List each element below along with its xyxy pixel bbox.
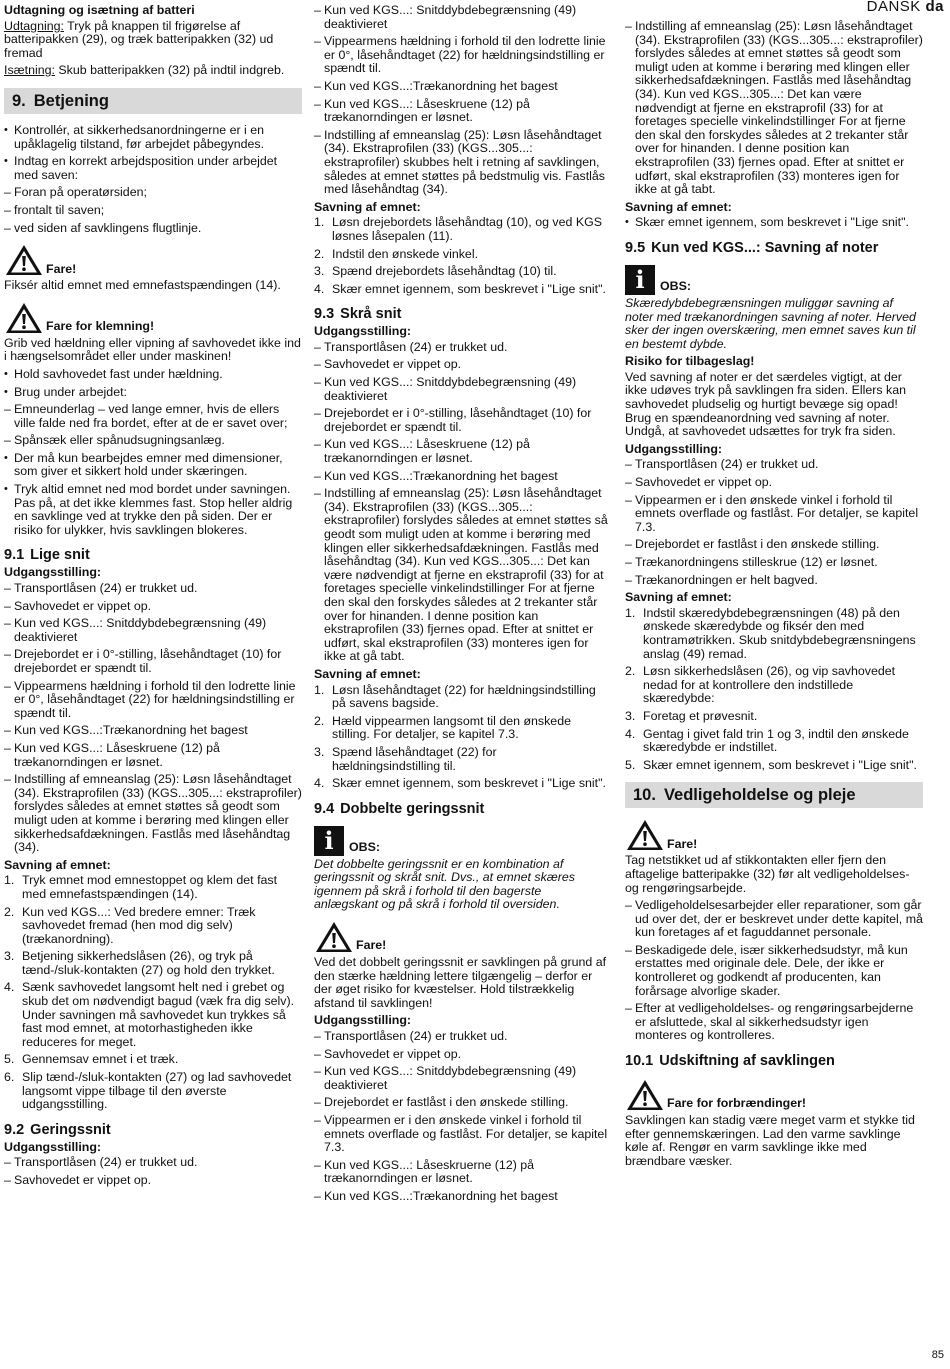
warning-icon bbox=[314, 920, 354, 954]
list-item: 1. Løsn låsehåndtaget (22) for hældningsindstilling på savens bagside. bbox=[314, 682, 596, 711]
warning-label: Fare for klemning! bbox=[46, 319, 155, 334]
use-list bbox=[4, 403, 302, 448]
battery-heading: Udtagning og isætning af batteri bbox=[4, 3, 195, 17]
battery-insert-para bbox=[4, 64, 302, 78]
column-2 bbox=[314, 4, 608, 1208]
list-item: 6. Slip tænd-/sluk-kontakten (27) og lad savhovedet langsomt vippe tilbage til den øverste udgangsstilling. bbox=[4, 1070, 292, 1112]
list-item: – Indstilling af emneanslag (25): Løsn låsehåndtaget (34). Ekstraprofilen (33) (KGS...305...: ekstraprofiler) forslydes således at emnet støttes så geodt som muligt uden at komme i berøring med klingen eller sikkerhedsafdækningen. Fastlås med låsehåndtag (34). Kun ved KGS...305...: Det kan være nødvendigt at fjerne en ekstraprofil (33) for at foretages specielle vinkelindstillinger For at fjerne den skal den forskydes således at 2 trekanter står over for hinanden. I denne position kan ekstraprofilen (33) fjernes opad. Efter at snittet er udført, skal ekstraprofilen (33) monteres igen for ikke at gå tabt. bbox=[314, 487, 608, 664]
start-label: Udgangsstilling: bbox=[4, 565, 102, 580]
list-item: • Tryk altid emnet ned mod bordet under savningen. Pas på, at det ikke klemmes fast. Stop heller aldrig en savklinge ved at trykke den på siden. Der er risiko for ulykker, hvis savklingen blokeres. bbox=[4, 483, 302, 537]
list-item: – Kun ved KGS...: Låseskruene (12) på trækanorndingen er løsnet. bbox=[4, 742, 302, 769]
list-item: – Savhovedet er vippet op. bbox=[4, 1174, 302, 1188]
language-code: da bbox=[925, 0, 944, 15]
s95-saw-list bbox=[625, 607, 923, 773]
obs-text: Det dobbelte geringssnit er en kombination af geringssnit og skråt snit. Dvs., at emnet skæres igennem på skrå i forhold til den bagerste anlægskant og på skrå i forhold til oversiden. bbox=[314, 856, 575, 912]
maintenance-list bbox=[625, 899, 923, 1043]
list-item: – Transportlåsen (24) er trukket ud. bbox=[314, 1030, 608, 1044]
obs-text: Skæredybdebegrænsningen muliggør savning af noter med trækanordningen savning af noter. Herved sker der ingen overskæring, men emnet saves kun til en bestemt dybde. bbox=[625, 295, 916, 351]
warning-4 bbox=[625, 818, 923, 852]
s95-start-list bbox=[625, 458, 923, 587]
saw-label: Savning af emnet: bbox=[314, 199, 421, 214]
list-item: – Kun ved KGS...: Snitddybdebegrænsning (49) deaktivieret bbox=[4, 617, 302, 644]
s94-saw-list bbox=[625, 216, 923, 230]
list-item: – Vedligeholdelsesarbejder eller reparationer, som går ud over det, der er beskrevet under dette kapitel, må kun foretages af et faguddannet personale. bbox=[625, 899, 923, 940]
list-item: – Savhovedet er vippet op. bbox=[4, 600, 302, 614]
warning-icon bbox=[4, 243, 44, 277]
s91-saw-list bbox=[4, 874, 302, 1112]
list-item: – Vippearmens hældning i forhold til den lodrette linie er 0°, låsehåndtaget (22) for hældningsindstilling er spændt til. bbox=[4, 680, 302, 721]
list-item: – Kun ved KGS...: Låseskruerne (12) på trækanorndingen er løsnet. bbox=[314, 1159, 608, 1186]
section-10-1-heading: 10.1 Udskiftning af savklingen bbox=[625, 1053, 835, 1070]
bullets-1 bbox=[4, 124, 302, 182]
language-label bbox=[867, 0, 944, 14]
list-item: – Kun ved KGS...: Låseskruene (12) på trækanorndingen er løsnet. bbox=[314, 438, 608, 465]
s92-start-list bbox=[4, 1156, 302, 1187]
warning-label: Fare! bbox=[46, 261, 77, 276]
obs-note-1 bbox=[314, 826, 608, 856]
list-item: • Hold savhovedet fast under hældning. bbox=[4, 368, 302, 382]
bullets-2 bbox=[4, 368, 302, 399]
list-item: – Vippearmen er i den ønskede vinkel i forhold til emnets overflade og fastlåst. For detaljer, se kapitel 7.3. bbox=[625, 494, 923, 535]
list-item: – Transportlåsen (24) er trukket ud. bbox=[4, 582, 302, 596]
warning-text: Fiksér altid emnet med emnefastspændingen (14). bbox=[4, 278, 281, 293]
s92-start-cont bbox=[314, 4, 608, 197]
list-item: – Savhovedet er vippet op. bbox=[314, 1048, 608, 1062]
list-item: – Indstilling af emneanslag (25): Løsn låsehåndtaget (34). Ekstraprofilen (33) (KGS...305...: ekstraprofiler) forslydes således at emnet støttes så geodt som muligt uden at komme i berøring med klingen eller sikkerhedsafdækningen. Fastlås med låsehåndtag (34). bbox=[4, 773, 302, 855]
list-item: – Spånsæk eller spånudsugningsanlæg. bbox=[4, 434, 302, 448]
info-icon: i bbox=[314, 826, 344, 856]
list-item: 4. Gentag i givet fald trin 1 og 3, indtil den ønskede skæredybde er indstillet. bbox=[625, 726, 909, 755]
list-item: – Kun ved KGS...: Snitddybdebegrænsning (49) deaktivieret bbox=[314, 4, 608, 31]
list-item: 5. Skær emnet igennem, som beskrevet i "Lige snit". bbox=[625, 757, 917, 772]
list-item: – Transportlåsen (24) er trukket ud. bbox=[625, 458, 923, 472]
insert-label: Isætning: bbox=[4, 63, 55, 78]
section-9-3-heading: 9.3 Skrå snit bbox=[314, 306, 402, 323]
section-9-2-heading: 9.2 Geringssnit bbox=[4, 1121, 111, 1138]
language-name: DANSK bbox=[866, 0, 921, 15]
warning-text: Ved det dobbelt geringssnit er savklingen på grund af den stærke hældning lettere tilgængelig – derfor er der øget risiko for kvæstelser. Hold tilstrækkelig afstand til savklingen! bbox=[314, 955, 607, 1010]
list-item: – Savhovedet er vippet op. bbox=[314, 358, 608, 372]
kickback-text: Ved savning af noter er det særdeles vigtigt, at der ikke udøves tryk på savklingen fra siden. Ellers kan savhovedet pludselig og hurtigt bevæge sig opad! Brug en spændeanordning ved savning af noter. Undgå, at savhovedet udsættes for tryk fra siden. bbox=[625, 369, 906, 439]
warning-label: Fare for forbrændinger! bbox=[667, 1096, 807, 1111]
list-item: 2. Indstil den ønskede vinkel. bbox=[314, 246, 479, 261]
list-item: 1. Tryk emnet mod emnestoppet og klem det fast med emnefastspændingen (14). bbox=[4, 873, 278, 901]
section-10-heading: 10. Vedligeholdelse og pleje bbox=[625, 782, 923, 808]
remove-label: Udtagning: bbox=[4, 18, 64, 33]
list-item: – Drejebordet er fastlåst i den ønskede stilling. bbox=[625, 538, 923, 552]
list-item: • Brug under arbejdet: bbox=[4, 386, 302, 400]
start-label: Udgangsstilling: bbox=[314, 324, 412, 339]
list-item: – Kun ved KGS...: Snitddybdebegrænsning (49) deaktivieret bbox=[314, 1065, 608, 1092]
list-item: – Indstilling af emneanslag (25): Løsn låsehåndtaget (34). Ekstraprofilen (33) (KGS...305...: ekstraprofiler) forslydes således at emnet støttes så geodt som muligt uden at komme i berøring med klingen eller sikkerhedsafdækningen. Fastlås med låsehåndtag (34). Kun ved KGS...305...: Det kan være nødvendigt at fjerne en ekstraprofil (33) for at foretages specielle vinkelindstillinger For at fjerne den skal den forskydes således at 2 trekanter står over for hinanden. I denne position kan ekstraprofilen (33) fjernes opad. Efter at snittet er udført, skal ekstraprofilen (33) monteres igen for ikke at gå tabt. bbox=[625, 20, 923, 197]
section-9-4-heading: 9.4 Dobbelte geringssnit bbox=[314, 800, 485, 817]
warning-label: Fare! bbox=[667, 836, 698, 851]
warning-1 bbox=[4, 243, 302, 277]
warning-icon bbox=[4, 301, 44, 335]
start-label: Udgangsstilling: bbox=[4, 1139, 102, 1154]
warning-text: Savklingen kan stadig være meget varm et stykke tid efter gennemskæringen. Lad den varme savklinge køle af. Rengør en varm savklinge ikke med brændbare væsker. bbox=[625, 1113, 915, 1168]
list-item: 2. Løsn sikkerhedslåsen (26), og vip savhovedet nedad for at kontrollere den indstillede skæredybde: bbox=[625, 664, 896, 706]
bullets-3 bbox=[4, 452, 302, 538]
list-item: 3. Spænd låsehåndtaget (22) for hældningsindstilling til. bbox=[314, 744, 497, 773]
list-item: – Efter at vedligeholdelses- og rengøringsarbejderne er afsluttede, skal al sikkerhedsudstyr igen monteres og kontrolleres. bbox=[625, 1002, 923, 1043]
remove-text: Tryk på knappen til frigørelse af batteripakken (29), og træk batteripakken (32) ud fremad bbox=[4, 18, 274, 60]
warning-5 bbox=[625, 1078, 923, 1112]
obs-note-2 bbox=[625, 265, 923, 295]
s94-start-cont bbox=[625, 20, 923, 197]
warning-2 bbox=[4, 301, 302, 335]
list-item: – Trækanordningen er helt bagved. bbox=[625, 574, 923, 588]
list-item: 4. Sænk savhovedet langsomt helt ned i grebet og skub det om nødvendigt bagud (væk fra dig selv). Under savningen må savhovedet kun trykkes så fast mod emnet, at motorhastigheden ikke reduceres for meget. bbox=[4, 980, 295, 1049]
s93-start-list bbox=[314, 341, 608, 664]
list-item: – Kun ved KGS...:Trækanordning het bagest bbox=[314, 1190, 608, 1204]
saw-label: Savning af emnet: bbox=[625, 199, 732, 214]
start-label: Udgangsstilling: bbox=[314, 1013, 412, 1028]
list-item: 3. Betjening sikkerhedslåsen (26), og tryk på tænd-/sluk-kontakten (27) og hold den trykket. bbox=[4, 949, 275, 977]
obs-label: OBS: bbox=[660, 279, 691, 294]
s94-start-list bbox=[314, 1030, 608, 1204]
list-item: – Kun ved KGS...:Trækanordning het bagest bbox=[314, 80, 608, 94]
start-label: Udgangsstilling: bbox=[625, 441, 723, 456]
list-item: – Drejebordet er i 0°-stilling, låsehåndtaget (10) for drejebordet er spændt til. bbox=[314, 407, 608, 434]
battery-remove-para bbox=[4, 20, 302, 61]
section-9-1-heading: 9.1 Lige snit bbox=[4, 547, 90, 564]
list-item: – Transportlåsen (24) er trukket ud. bbox=[4, 1156, 302, 1170]
warning-icon bbox=[625, 1078, 665, 1112]
list-item: 4. Skær emnet igennem, som beskrevet i "Lige snit". bbox=[314, 281, 606, 296]
obs-label: OBS: bbox=[349, 840, 380, 855]
list-item: 1. Løsn drejebordets låsehåndtag (10), og ved KGS løsnes låsepalen (11). bbox=[314, 215, 603, 243]
warning-text: Tag netstikket ud af stikkontakten eller fjern den aftagelige batteripakke (32) før alt vedligeholdelses- og rengøringsarbejde. bbox=[625, 853, 910, 895]
list-item: – Savhovedet er vippet op. bbox=[625, 476, 923, 490]
list-item: – Beskadigede dele, især sikkerhedsudstyr, må kun erstattes med originale dele. Dele, der ikke er kontrolleret og godkendt af producenten, kan forårsage alvorlige skader. bbox=[625, 944, 923, 998]
list-item: 3. Foretag et prøvesnit. bbox=[625, 708, 758, 723]
kickback-label: Risiko for tilbageslag! bbox=[625, 354, 755, 369]
saw-label: Savning af emnet: bbox=[314, 666, 421, 681]
list-item: 4. Skær emnet igennem, som beskrevet i "Lige snit". bbox=[314, 776, 606, 791]
list-item: – Emneunderlag – ved lange emner, hvis de ellers ville falde ned fra bordet, efter at de er savet over; bbox=[4, 403, 302, 430]
insert-text: Skub batteripakken (32) på indtil indgreb. bbox=[54, 63, 285, 78]
s93-saw-list bbox=[314, 684, 608, 791]
list-item: – frontalt til saven; bbox=[4, 204, 302, 218]
positions-list bbox=[4, 186, 302, 235]
warning-icon bbox=[625, 818, 665, 852]
page-number: 85 bbox=[931, 1349, 944, 1361]
info-icon: i bbox=[625, 265, 655, 295]
saw-label: Savning af emnet: bbox=[625, 590, 732, 605]
list-item: • Indtag en korrekt arbejdsposition under arbejdet med saven: bbox=[4, 155, 302, 182]
list-item: – Kun ved KGS...:Trækanordning het bagest bbox=[4, 724, 302, 738]
list-item: • Kontrollér, at sikkerhedsanordningerne er i en upåklagelig tilstand, før arbejdet påbegyndes. bbox=[4, 124, 302, 151]
list-item: – Drejebordet er i 0°-stilling, låsehåndtaget (10) for drejebordet er spændt til. bbox=[4, 648, 302, 675]
s92-saw-list bbox=[314, 216, 608, 296]
warning-text: Grib ved hældning eller vipning af savhovedet ikke ind i hængselsområdet eller under maskinen! bbox=[4, 335, 301, 364]
list-item: – ved siden af savklingens flugtlinje. bbox=[4, 222, 302, 236]
section-9-5-heading: 9.5 Kun ved KGS...: Savning af noter bbox=[625, 239, 879, 256]
section-9-heading: 9. Betjening bbox=[4, 88, 302, 114]
list-item: • Der må kun bearbejdes emner med dimensioner, som giver et sikkert hold under skæringen. bbox=[4, 452, 302, 479]
column-1 bbox=[4, 4, 302, 1192]
s91-start-list bbox=[4, 582, 302, 855]
list-item: – Indstilling af emneanslag (25): Løsn låsehåndtaget (34). Ekstraprofilen (33) (KGS...305...: ekstraprofiler) skubbes helt i retning af savklingen, således at emnet støttes på bedstmulig vis. Fastlås med låsehåndtag (34). bbox=[314, 129, 608, 197]
list-item: 5. Gennemsav emnet i et træk. bbox=[4, 1052, 179, 1067]
list-item: – Vippearmens hældning i forhold til den lodrette linie er 0°, låsehåndtaget (22) for hældningsindstilling er spændt til. bbox=[314, 35, 608, 76]
list-item: – Trækanordningens stilleskrue (12) er løsnet. bbox=[625, 556, 923, 570]
list-item: – Kun ved KGS...:Trækanordning het bagest bbox=[314, 470, 608, 484]
list-item: • Skær emnet igennem, som beskrevet i "Lige snit". bbox=[625, 216, 923, 230]
warning-3 bbox=[314, 920, 608, 954]
list-item: 2. Kun ved KGS...: Ved bredere emner: Træk savhovedet fremad (hen mod dig selv) (trækanordning). bbox=[4, 904, 256, 946]
list-item: 3. Spænd drejebordets låsehåndtag (10) til. bbox=[314, 264, 557, 279]
list-item: – Vippearmen er i den ønskede vinkel i forhold til emnets overflade og fastlåst. For detaljer, se kapitel 7.3. bbox=[314, 1114, 608, 1155]
saw-label: Savning af emnet: bbox=[4, 857, 111, 872]
list-item: 1. Indstil skæredybdebegrænsningen (48) på den ønskede skæredybde og fiksér den med kontramøtrikken. Skub snitdybdebegrænsningens anslag (49) remad. bbox=[625, 605, 916, 661]
list-item: – Drejebordet er fastlåst i den ønskede stilling. bbox=[314, 1096, 608, 1110]
warning-label: Fare! bbox=[356, 938, 387, 953]
column-3 bbox=[625, 20, 923, 1172]
list-item: – Transportlåsen (24) er trukket ud. bbox=[314, 341, 608, 355]
list-item: – Kun ved KGS...: Snitddybdebegrænsning (49) deaktivieret bbox=[314, 376, 608, 403]
list-item: 2. Hæld vippearmen langsomt til den ønskede stilling. For detaljer, se kapitel 7.3. bbox=[314, 713, 571, 742]
list-item: – Foran på operatørsiden; bbox=[4, 186, 302, 200]
list-item: – Kun ved KGS...: Låseskruene (12) på trækanorndingen er løsnet. bbox=[314, 98, 608, 125]
